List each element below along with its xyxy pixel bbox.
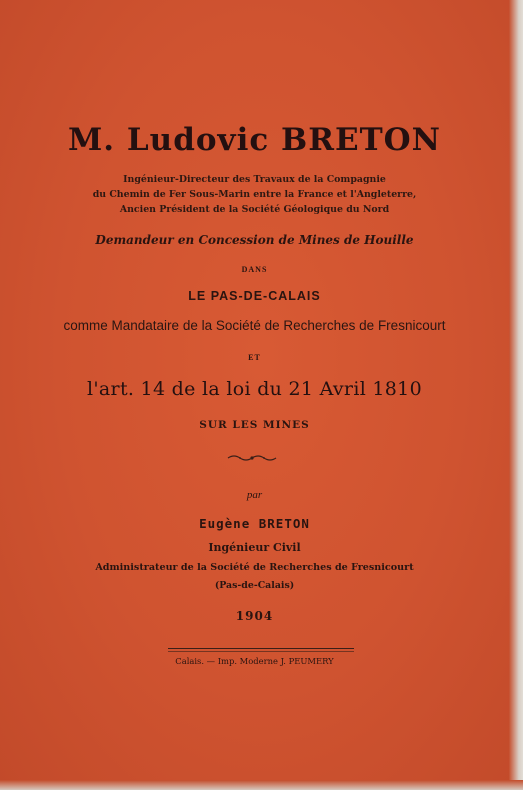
article-line: l'art. 14 de la loi du 21 Avril 1810 xyxy=(87,378,422,400)
subtitle-line-3: Ancien Président de la Société Géologique du Nord xyxy=(119,204,390,215)
cover-title: M. Ludovic BRETON xyxy=(67,122,442,158)
par-word: par xyxy=(246,489,263,501)
demandeur-line: Demandeur en Concession de Mines de Houille xyxy=(95,233,414,247)
et-word: ET xyxy=(248,353,261,362)
ornament-divider-icon xyxy=(226,453,278,463)
divider-rule-secondary xyxy=(168,651,354,652)
author-role: Administrateur de la Société de Recherches de Fresnicourt xyxy=(95,562,414,573)
publication-year: 1904 xyxy=(235,609,274,623)
divider-rule xyxy=(168,648,354,649)
subtitle-line-2: du Chemin de Fer Sous-Marin entre la France et l'Angleterre, xyxy=(92,189,417,200)
region-line: LE PAS-DE-CALAIS xyxy=(188,289,321,303)
page-edge-bottom xyxy=(0,780,523,790)
page-edge xyxy=(509,0,523,790)
sur-les-mines-line: SUR LES MINES xyxy=(199,419,310,431)
printer-line: Calais. — Imp. Moderne J. PEUMERY xyxy=(175,656,334,666)
mandataire-line: comme Mandataire de la Société de Recherches de Fresnicourt xyxy=(63,318,446,333)
author-name: Eugène BRETON xyxy=(199,516,310,531)
subtitle-line-1: Ingénieur-Directeur des Travaux de la Compagnie xyxy=(123,174,386,185)
dans-word: DANS xyxy=(241,265,268,274)
author-region: (Pas-de-Calais) xyxy=(214,580,295,591)
author-title: Ingénieur Civil xyxy=(208,541,301,554)
